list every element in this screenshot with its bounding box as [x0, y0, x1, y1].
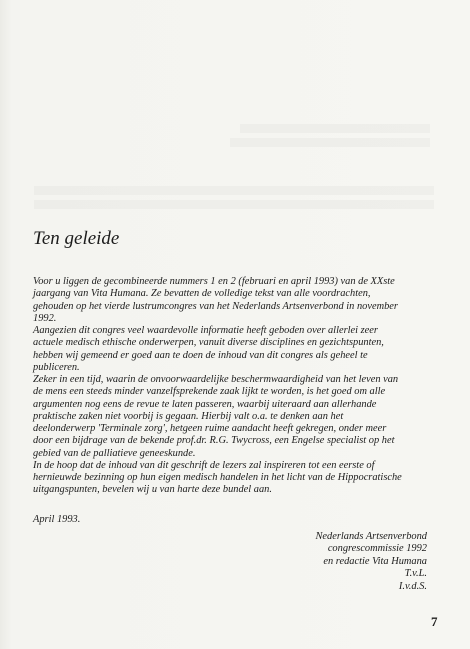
body-line: door een bijdrage van de bekende prof.dr. R.G. Twycross, een Engelse specialist op het [33, 435, 395, 447]
body-line: praktische zaken niet voorbij is gegaan. Hierbij valt o.a. te denken aan het [33, 410, 344, 422]
body-line: hernieuwde bezinning op hun eigen medisch handelen in het licht van de Hippocratische [33, 472, 402, 483]
signature-line: I.v.d.S. [398, 580, 427, 592]
body-line: actuele medisch ethische onderwerpen, vanuit diverse disciplines en gezichtspunten, [33, 337, 384, 349]
body-line: gebied van de palliatieve geneeskunde. [33, 447, 196, 459]
body-line: Voor u liggen de gecombineerde nummers 1 en 2 (februari en april 1993) van de XXste [33, 276, 395, 287]
signature-block [316, 531, 428, 593]
body-line: uitgangspunten, bevelen wij u van harte deze bundel aan. [33, 484, 272, 496]
body-line: gehouden op het vierde lustrumcongres van het Nederlands Artsenverbond in november [33, 300, 398, 312]
date-line: April 1993. [33, 514, 81, 525]
body-line: deelonderwerp 'Terminale zorg', hetgeen ruime aandacht heeft gekregen, onder meer [33, 423, 387, 434]
body-line: de mens een steeds minder vanzelfsprekende zaak lijkt te worden, is het goed om alle [33, 386, 386, 398]
page-title: Ten geleide [33, 228, 120, 249]
show-through-line [34, 200, 434, 209]
body-line: argumenten nog eens de revue te laten passeren, waarbij uiteraard aan allerhande [33, 398, 377, 410]
body-text [33, 276, 438, 497]
body-line: hebben wij gemeend er goed aan te doen de inhoud van dit congres als geheel te [33, 349, 368, 361]
signature-line: congrescommissie 1992 [327, 543, 427, 555]
signature-line: Nederlands Artsenverbond [315, 531, 427, 542]
signature-line: T.v.L. [404, 568, 427, 580]
body-line: publiceren. [33, 361, 80, 373]
show-through-line [34, 186, 434, 195]
signature-line: en redactie Vita Humana [323, 555, 427, 567]
body-line: Aangezien dit congres veel waardevolle informatie heeft geboden over allerlei zeer [33, 325, 378, 336]
show-through-line [240, 124, 430, 133]
body-line: jaargang van Vita Humana. Ze bevatten de volledige tekst van alle voordrachten, [33, 288, 371, 300]
body-line: Zeker in een tijd, waarin de onvoorwaardelijke beschermwaardigheid van het leven van [33, 374, 399, 385]
body-line: 1992. [33, 312, 57, 324]
show-through-line [230, 138, 430, 147]
body-line: In de hoop dat de inhoud van dit geschrift de lezers zal inspireren tot een eerste of [33, 459, 375, 471]
page-number: 7 [431, 614, 438, 629]
